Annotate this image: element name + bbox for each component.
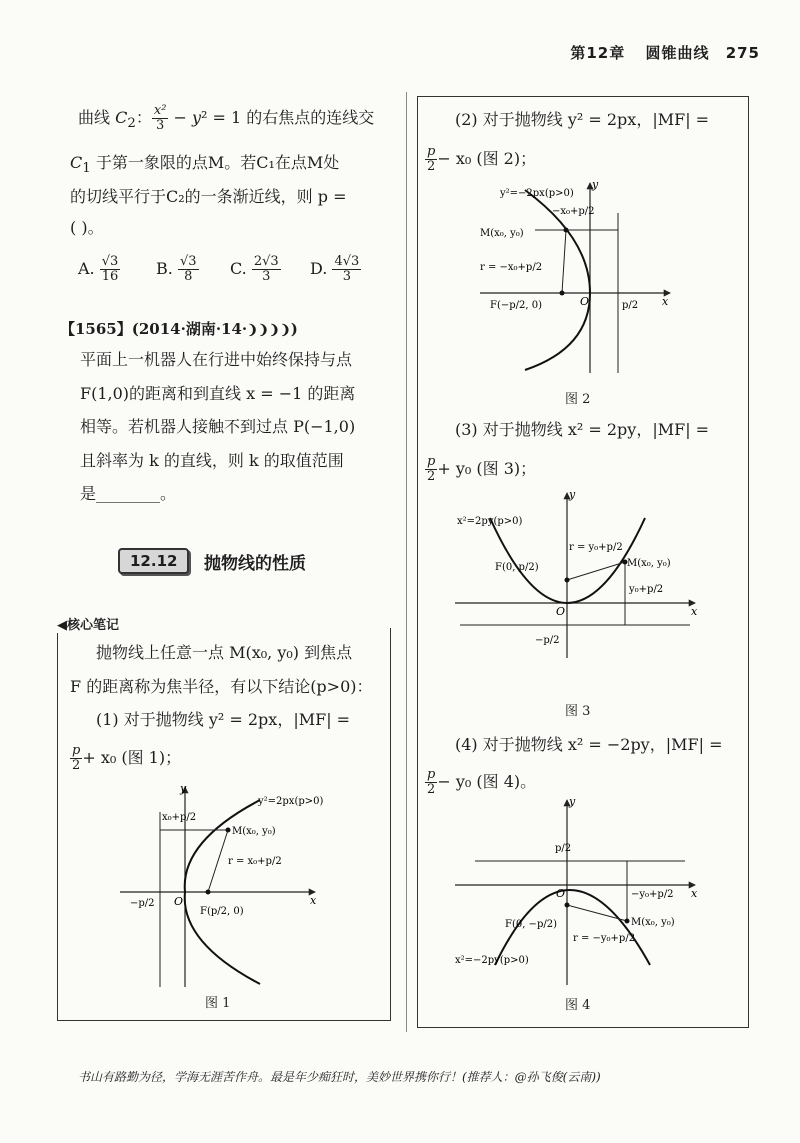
figure-2 — [480, 178, 690, 378]
directrix-label: −p/2 — [130, 898, 155, 909]
x-label: x — [691, 605, 698, 618]
problem-line: 平面上一机器人在行进中始终保持与点 — [80, 350, 353, 369]
option-a — [78, 255, 120, 284]
figure-3-caption: 图 3 — [565, 704, 591, 719]
side-label: y₀+p/2 — [629, 584, 664, 595]
origin-label: O — [580, 295, 590, 308]
problem-tag-close: ) — [290, 320, 298, 338]
column-divider — [406, 92, 407, 1032]
focus-label: F(p/2, 0) — [200, 906, 244, 917]
option-num: 2√3 — [253, 254, 279, 269]
option-c — [230, 255, 281, 284]
equation-label: x²=−2py(p>0) — [455, 955, 529, 966]
section-title: 抛物线的性质 — [204, 554, 306, 574]
point-label: M(x₀, y₀) — [631, 917, 675, 928]
option-label: D. — [310, 259, 328, 278]
prev-problem-line4: ( )。 — [70, 218, 104, 237]
point-label: M(x₀, y₀) — [627, 558, 671, 569]
notes-item-1-tail: $\frac{p}{2}$ + x₀ (图 1)； — [72, 743, 182, 773]
radius-label: r = y₀+p/2 — [569, 542, 623, 553]
figure-1 — [110, 782, 340, 997]
y-label: y — [592, 178, 599, 191]
focus-label: F(−p/2, 0) — [490, 300, 542, 311]
focal-radius — [208, 830, 228, 892]
origin-label: O — [174, 895, 184, 908]
y-label: y — [569, 795, 576, 808]
notes-intro-2: F 的距离称为焦半径，有以下结论(p>0)： — [70, 677, 373, 696]
option-den: 3 — [262, 269, 271, 284]
focus-point — [206, 890, 211, 895]
difficulty-icon: ❩❩❩❩ — [247, 323, 291, 338]
figure-4 — [455, 795, 705, 990]
text-fragment: 的右焦点的连线交 — [246, 108, 375, 127]
equation-label: x²=2py(p>0) — [457, 516, 523, 527]
notes-item-3: (3) 对于抛物线 x² = 2py，|MF| = — [455, 420, 710, 439]
origin-label: O — [556, 605, 566, 618]
page-header — [570, 42, 760, 63]
x-label: x — [310, 894, 317, 907]
prev-problem-line3: 的切线平行于C₂的一条渐近线，则 p = — [70, 187, 347, 206]
option-d — [310, 255, 361, 284]
chapter-number: 第12章 — [570, 44, 626, 62]
text-fragment: − x₀ (图 2)； — [437, 149, 537, 168]
x-label: x — [691, 887, 698, 900]
focus-point — [565, 578, 570, 583]
text-fragment: + y₀ (图 3)； — [437, 459, 537, 478]
problem-line: 相等。若机器人接触不到过点 P(−1,0) — [80, 417, 356, 436]
directrix-label: p/2 — [622, 300, 639, 311]
option-den: 16 — [101, 269, 119, 284]
notes-item-1: (1) 对于抛物线 y² = 2px，|MF| = — [96, 710, 351, 729]
point-label: M(x₀, y₀) — [480, 228, 524, 239]
notes-item-4: (4) 对于抛物线 x² = −2py，|MF| = — [455, 735, 723, 754]
radius-label: r = −x₀+p/2 — [480, 262, 543, 273]
problem-tag — [60, 318, 298, 339]
option-num: 4√3 — [334, 254, 360, 269]
origin-label: O — [556, 887, 566, 900]
page-number: 275 — [725, 44, 760, 62]
option-den: 3 — [342, 269, 351, 284]
focal-radius — [567, 562, 625, 580]
notes-item-2: (2) 对于抛物线 y² = 2px，|MF| = — [455, 110, 710, 129]
text-fragment: 于第一象限的点M。若C₁在点M处 — [95, 153, 340, 172]
parabola-curve — [525, 190, 590, 370]
text-fragment: − y₀ (图 4)。 — [437, 772, 537, 791]
radius-label: r = x₀+p/2 — [228, 856, 282, 867]
point-m — [564, 228, 569, 233]
equation-label: y²=−2px(p>0) — [500, 188, 574, 199]
option-label: C. — [230, 259, 247, 278]
point-m — [226, 828, 231, 833]
problem-line: F(1,0)的距离和到直线 x = −1 的距离 — [80, 384, 356, 403]
focus-point — [565, 903, 570, 908]
notes-item-4-tail: $\frac{p}{2}$ − y₀ (图 4)。 — [427, 767, 537, 797]
top-label: −x₀+p/2 — [552, 206, 595, 217]
text-fragment: 曲线 — [78, 108, 111, 127]
option-den: 8 — [184, 269, 193, 284]
directrix-label: −p/2 — [535, 635, 560, 646]
notes-item-2-tail: $\frac{p}{2}$ − x₀ (图 2)； — [427, 144, 537, 174]
figure-4-caption: 图 4 — [565, 998, 591, 1013]
option-num: √3 — [101, 254, 119, 269]
side-label: −y₀+p/2 — [631, 889, 674, 900]
section-number: 12.12 — [118, 548, 189, 574]
option-num: √3 — [179, 254, 197, 269]
core-notes-tag: ◀核心笔记 — [57, 614, 125, 633]
option-label: B. — [156, 259, 173, 278]
notes-intro-1: 抛物线上任意一点 M(x₀, y₀) 到焦点 — [96, 643, 353, 662]
top-label: x₀+p/2 — [162, 812, 197, 823]
figure-1-caption: 图 1 — [205, 996, 231, 1011]
option-label: A. — [78, 259, 95, 278]
focal-radius — [567, 905, 627, 921]
text-fragment: + x₀ (图 1)； — [82, 748, 182, 767]
y-label: y — [569, 488, 576, 501]
point-m — [625, 919, 630, 924]
directrix-label: p/2 — [555, 843, 572, 854]
equation-label: y²=2px(p>0) — [258, 796, 324, 807]
focus-point — [560, 291, 565, 296]
page-footer: 书山有路勤为径，学海无涯苦作舟。最是年少痴狂时，美妙世界携你行！(推荐人：@孙飞俊(云南)) — [78, 1070, 601, 1084]
point-label: M(x₀, y₀) — [232, 826, 276, 837]
chapter-title: 圆锥曲线 — [645, 44, 710, 62]
focus-label: F(0, p/2) — [495, 562, 539, 573]
x-label: x — [662, 295, 669, 308]
radius-label: r = −y₀+p/2 — [573, 933, 636, 944]
focal-radius — [562, 230, 566, 293]
prev-problem-line1: 曲线 $C_2$： $\frac{\text{x²}}{3}$ − y² = 1 的右焦点的连线交 — [78, 103, 375, 133]
problem-tag-text: 【1565】(2014·湖南·14· — [60, 320, 248, 338]
notes-item-3-tail: $\frac{p}{2}$ + y₀ (图 3)； — [427, 454, 537, 484]
figure-2-caption: 图 2 — [565, 392, 591, 407]
figure-3 — [455, 488, 705, 668]
problem-line: 是________。 — [80, 484, 177, 503]
focus-label: F(0, −p/2) — [505, 919, 557, 930]
problem-line: 且斜率为 k 的直线，则 k 的取值范围 — [80, 451, 344, 470]
option-b — [156, 255, 199, 284]
y-label: y — [180, 782, 187, 795]
prev-problem-line2: $C_1$ 于第一象限的点M。若C₁在点M处 — [70, 153, 340, 177]
